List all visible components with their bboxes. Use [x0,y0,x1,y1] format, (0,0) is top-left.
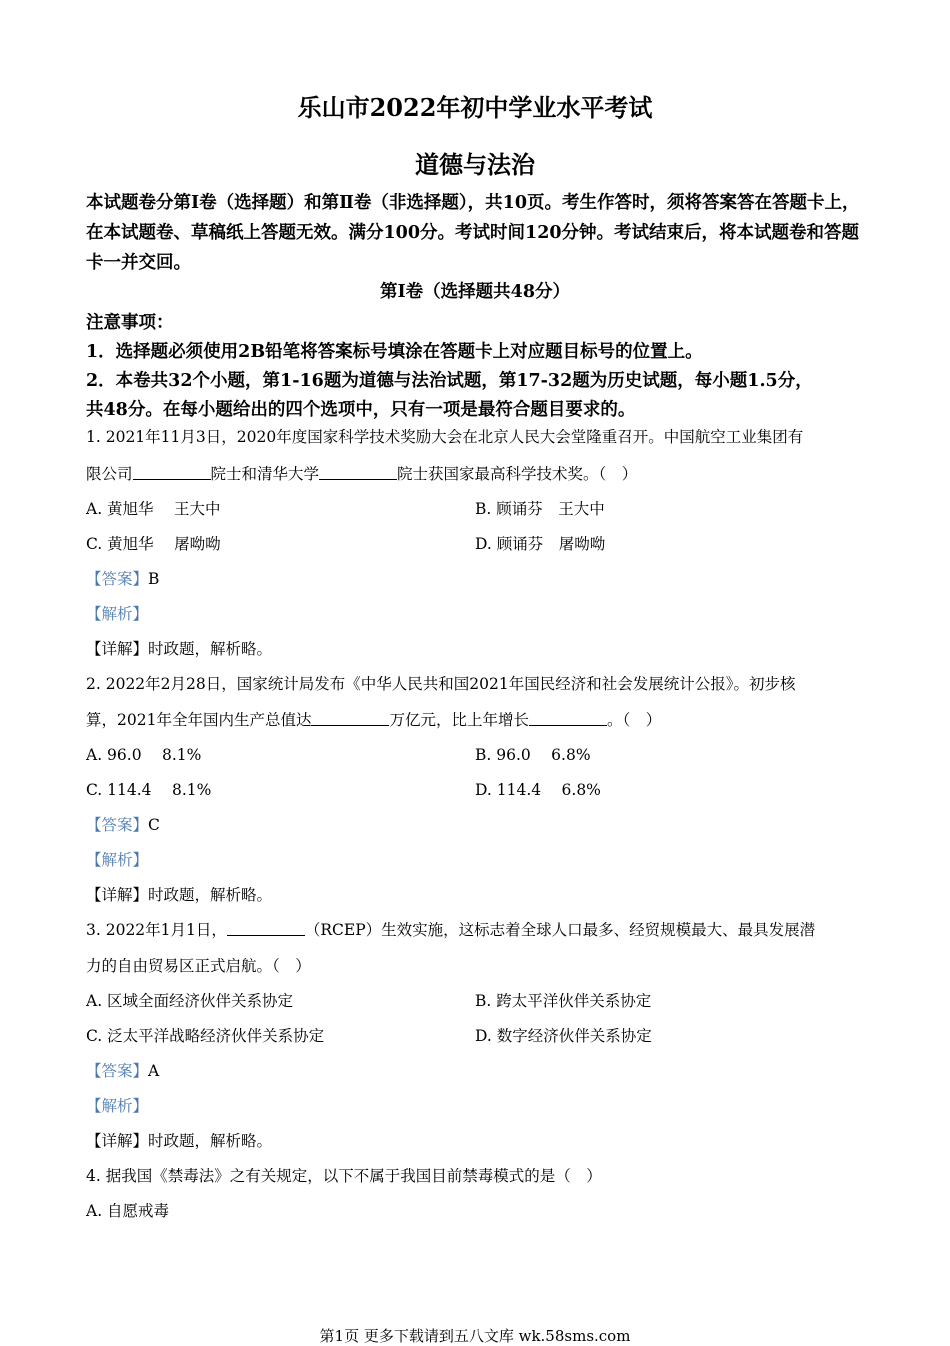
detail-text: 时政题，解析略。 [148,640,273,658]
q1-detail [86,637,272,659]
q2-text-a: 算，2021年全年国内生产总值达 [86,711,312,729]
q1-text-b: 院士和清华大学 [210,465,320,483]
note-2-line-2: 共48分。在每小题给出的四个选项中，只有一项是最符合题目要求的。 [86,400,636,420]
q2-detail [86,883,272,905]
section-title: 第I卷（选择题共48分） [379,282,571,302]
q2-stem-line-1: 2. 2022年2月28日，国家统计局发布《中华人民共和国2021年国民经济和社会发展统计公报》。初步核 [86,675,796,693]
notes-heading: 注意事项： [86,313,174,333]
q1-option-a: A. 黄旭华 王大中 [86,500,221,518]
q2-option-d: D. 114.4 6.8% [475,781,601,799]
q2-stem-line-2 [86,708,661,730]
q2-answer [86,813,160,835]
q3-option-d: D. 数字经济伙伴关系协定 [475,1027,652,1045]
q2-answer-value: C [148,816,160,834]
q1-option-c: C. 黄旭华 屠呦呦 [86,535,221,553]
q1-analysis-label: 【解析】 [86,605,149,623]
q1-answer-value: B [148,570,160,588]
q2-blank-1 [311,711,389,726]
q1-text-c: 院士获国家最高科学技术奖。（ ） [397,465,638,483]
note-2-line-1: 2．本卷共32个小题，第1-16题为道德与法治试题，第17-32题为历史试题，每小题1.5分， [86,371,813,391]
answer-label: 【答案】 [86,570,149,588]
q1-answer [86,567,159,589]
answer-label: 【答案】 [86,816,149,834]
q3-text-b: （RCEP）生效实施，这标志着全球人口最多、经贸规模最大、最具发展潜 [304,921,816,939]
detail-text: 时政题，解析略。 [148,886,273,904]
q3-answer [86,1059,159,1081]
q1-blank-1 [133,465,211,480]
q3-answer-value: A [148,1062,160,1080]
q1-blank-2 [319,465,397,480]
q1-option-d: D. 顾诵芬 屠呦呦 [475,535,606,553]
detail-text: 时政题，解析略。 [148,1132,273,1150]
detail-label: 【详解】 [86,886,149,904]
q1-text-a: 限公司 [86,465,133,483]
detail-label: 【详解】 [86,1132,149,1150]
q3-detail [86,1129,272,1151]
q1-stem-line-2 [86,462,637,484]
q3-stem-line-1 [86,918,815,940]
q3-blank-1 [227,921,305,936]
q3-option-c: C. 泛太平洋战略经济伙伴关系协定 [86,1027,325,1045]
q2-blank-2 [529,711,607,726]
q1-option-b: B. 顾诵芬 王大中 [475,500,605,518]
detail-label: 【详解】 [86,640,149,658]
q3-option-b: B. 跨太平洋伙伴关系协定 [475,992,652,1010]
q2-analysis-label: 【解析】 [86,851,149,869]
q1-stem-line-1: 1. 2021年11月3日，2020年度国家科学技术奖励大会在北京人民大会堂隆重召开。中国航空工业集团有 [86,428,804,446]
q2-text-b: 万亿元，比上年增长 [389,711,529,729]
exam-intro: 本试题卷分第I卷（选择题）和第Ⅱ卷（非选择题），共10页。考生作答时，须将答案答在答题卡上，在本试题卷、草稿纸上答题无效。满分100分。考试时间120分钟。考试结束后，将本试题卷和答题卡一并交回。 [86,193,860,273]
q2-option-b: B. 96.0 6.8% [475,746,591,764]
q2-option-a: A. 96.0 8.1% [86,746,202,764]
q2-option-c: C. 114.4 8.1% [86,781,212,799]
q3-analysis-label: 【解析】 [86,1097,149,1115]
q3-text-a: 3. 2022年1月1日， [86,921,227,939]
note-1: 1．选择题必须使用2B铅笔将答案标号填涂在答题卡上对应题目标号的位置上。 [86,342,703,362]
q3-option-a: A. 区域全面经济伙伴关系协定 [86,992,294,1010]
q4-option-a: A. 自愿戒毒 [86,1202,170,1220]
exam-title: 乐山市2022年初中学业水平考试 [297,93,653,122]
q4-stem-line-1: 4. 据我国《禁毒法》之有关规定，以下不属于我国目前禁毒模式的是（ ） [86,1167,602,1185]
page-footer: 第1页 更多下载请到五八文库 wk.58sms.com [319,1327,631,1345]
q3-stem-line-2: 力的自由贸易区正式启航。（ ） [86,957,311,975]
q2-text-c: 。（ ） [606,711,662,729]
subject-title: 道德与法治 [415,150,535,179]
answer-label: 【答案】 [86,1062,149,1080]
